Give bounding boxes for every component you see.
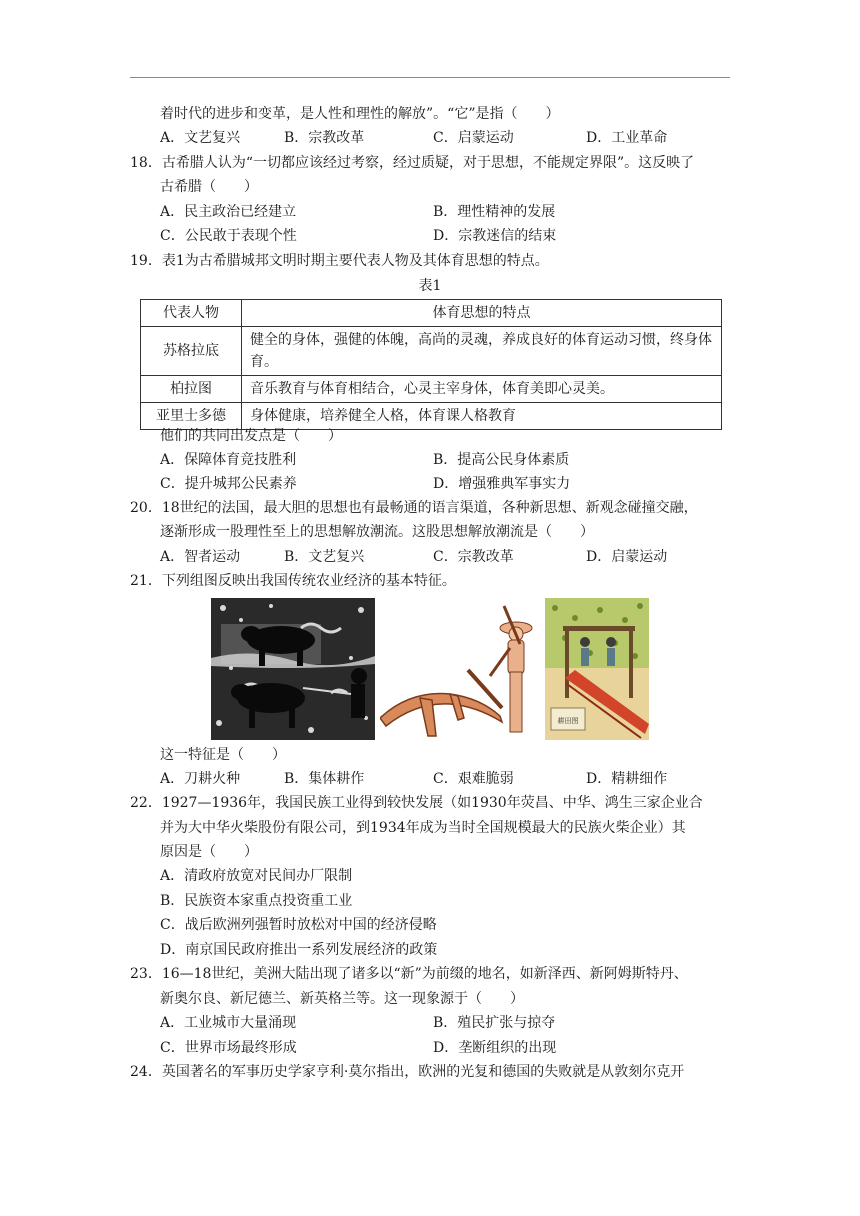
q17-option-d[interactable]: D．工业革命 xyxy=(586,130,668,146)
q17-option-a[interactable]: A．文艺复兴 xyxy=(160,130,241,146)
q21-option-a[interactable]: A．刀耕火种 xyxy=(160,771,241,787)
q17-option-b[interactable]: B．宗教改革 xyxy=(284,130,365,146)
q20-stem-line2: 逐渐形成一股理性至上的思想解放潮流。这股思想解放潮流是（ ） xyxy=(160,524,594,540)
q18-options xyxy=(160,202,730,222)
table-row xyxy=(141,327,722,376)
q19-after: 他们的共同出发点是（ ） xyxy=(160,428,342,444)
q18-stem-line1: 18．古希腊人认为“一切都应该经过考察，经过质疑，对于思想，不能规定界限”。这反映了 xyxy=(130,155,695,171)
q23-option-c[interactable]: C．世界市场最终形成 xyxy=(160,1040,297,1056)
q23-stem-line1: 23．16—18世纪，美洲大陆出现了诸多以“新”为前缀的地名，如新泽西、新阿姆斯特丹、 xyxy=(130,966,688,982)
q18-option-c[interactable]: C．公民敢于表现个性 xyxy=(160,228,297,244)
q19-option-c[interactable]: C．提升城邦公民素养 xyxy=(160,476,297,492)
q23-stem-line2: 新奥尔良、新尼德兰、新英格兰等。这一现象源于（ ） xyxy=(160,991,524,1007)
q17-line: 着时代的进步和变革，是人性和理性的解放”。“它”是指（ ） xyxy=(160,106,560,122)
table-cell: 音乐教育与体育相结合，心灵主宰身体，体育美即心灵美。 xyxy=(242,376,722,403)
q20-option-b[interactable]: B．文艺复兴 xyxy=(284,549,365,565)
irrigation-painting-image xyxy=(545,598,649,740)
q22-stem-line2: 并为大中华火柴股份有限公司，到1934年成为当时全国规模最大的民族火柴企业）其 xyxy=(160,820,686,836)
table-caption: 表1 xyxy=(418,278,442,294)
q22-option-b[interactable]: B．民族资本家重点投资重工业 xyxy=(160,893,353,909)
q19-option-b[interactable]: B．提高公民身体素质 xyxy=(433,452,570,468)
irrigation-label: 耕田图 xyxy=(557,717,579,725)
q22-stem-line3: 原因是（ ） xyxy=(160,844,258,860)
q22-option-a[interactable]: A．清政府放宽对民间办厂限制 xyxy=(160,868,353,884)
q17-option-c[interactable]: C．启蒙运动 xyxy=(433,130,514,146)
q19-option-d[interactable]: D．增强雅典军事实力 xyxy=(433,476,571,492)
q21-after: 这一特征是（ ） xyxy=(160,747,286,763)
table-cell: 身体健康，培养健全人格，体育课人格教育 xyxy=(242,403,722,430)
q22-option-d[interactable]: D．南京国民政府推出一系列发展经济的政策 xyxy=(160,942,438,958)
q18-option-b[interactable]: B．理性精神的发展 xyxy=(433,204,556,220)
q23-options xyxy=(160,1013,730,1033)
q21-option-d[interactable]: D．精耕细作 xyxy=(586,771,668,787)
q21-stem: 21．下列组图反映出我国传统农业经济的基本特征。 xyxy=(130,573,456,589)
table-cell: 苏格拉底 xyxy=(141,327,242,376)
q22-option-c[interactable]: C．战后欧洲列强暂时放松对中国的经济侵略 xyxy=(160,917,437,933)
q23-option-b[interactable]: B．殖民扩张与掠夺 xyxy=(433,1015,556,1031)
q19-options xyxy=(160,450,730,470)
q21-option-b[interactable]: B．集体耕作 xyxy=(284,771,365,787)
q23-option-a[interactable]: A．工业城市大量涌现 xyxy=(160,1015,297,1031)
table-cell: 健全的身体，强健的体魄，高尚的灵魂，养成良好的体育运动习惯，终身体育。 xyxy=(242,327,722,376)
q18-options-row2 xyxy=(160,226,730,246)
q19-options-row2 xyxy=(160,474,730,494)
table-header-row xyxy=(141,300,722,327)
q17-options xyxy=(160,128,730,148)
q18-stem-line2: 古希腊（ ） xyxy=(160,179,258,195)
oxen-plough-rubbing-image xyxy=(211,598,375,740)
q19-stem: 19．表1为古希腊城邦文明时期主要代表人物及其体育思想的特点。 xyxy=(130,253,549,269)
q24-stem-line1: 24．英国著名的军事历史学家亨利·莫尔指出，欧洲的光复和德国的失败就是从敦刻尔克开 xyxy=(130,1064,685,1080)
q20-option-d[interactable]: D．启蒙运动 xyxy=(586,549,668,565)
q21-options xyxy=(160,769,730,789)
q19-table xyxy=(140,299,722,430)
q22-stem-line1: 22．1927—1936年，我国民族工业得到较快发展（如1930年荧昌、中华、鸿生三家企业合 xyxy=(130,795,703,811)
table-header-cell: 代表人物 xyxy=(141,300,242,327)
q20-option-c[interactable]: C．宗教改革 xyxy=(433,549,514,565)
table-header-cell: 体育思想的特点 xyxy=(242,300,722,327)
q21-option-c[interactable]: C．艰难脆弱 xyxy=(433,771,514,787)
q23-options-row2 xyxy=(160,1038,730,1058)
header-rule xyxy=(130,77,730,78)
farmer-plough-image xyxy=(380,598,540,740)
q18-option-d[interactable]: D．宗教迷信的结束 xyxy=(433,228,557,244)
table-row xyxy=(141,376,722,403)
q20-stem-line1: 20．18世纪的法国，最大胆的思想也有最畅通的语言渠道，各种新思想、新观念碰撞交融， xyxy=(130,500,698,516)
q23-option-d[interactable]: D．垄断组织的出现 xyxy=(433,1040,557,1056)
q20-option-a[interactable]: A．智者运动 xyxy=(160,549,241,565)
table-cell: 亚里士多德 xyxy=(141,403,242,430)
q18-option-a[interactable]: A．民主政治已经建立 xyxy=(160,204,297,220)
table-cell: 柏拉图 xyxy=(141,376,242,403)
q20-options xyxy=(160,547,730,567)
q19-option-a[interactable]: A．保障体育竞技胜利 xyxy=(160,452,297,468)
